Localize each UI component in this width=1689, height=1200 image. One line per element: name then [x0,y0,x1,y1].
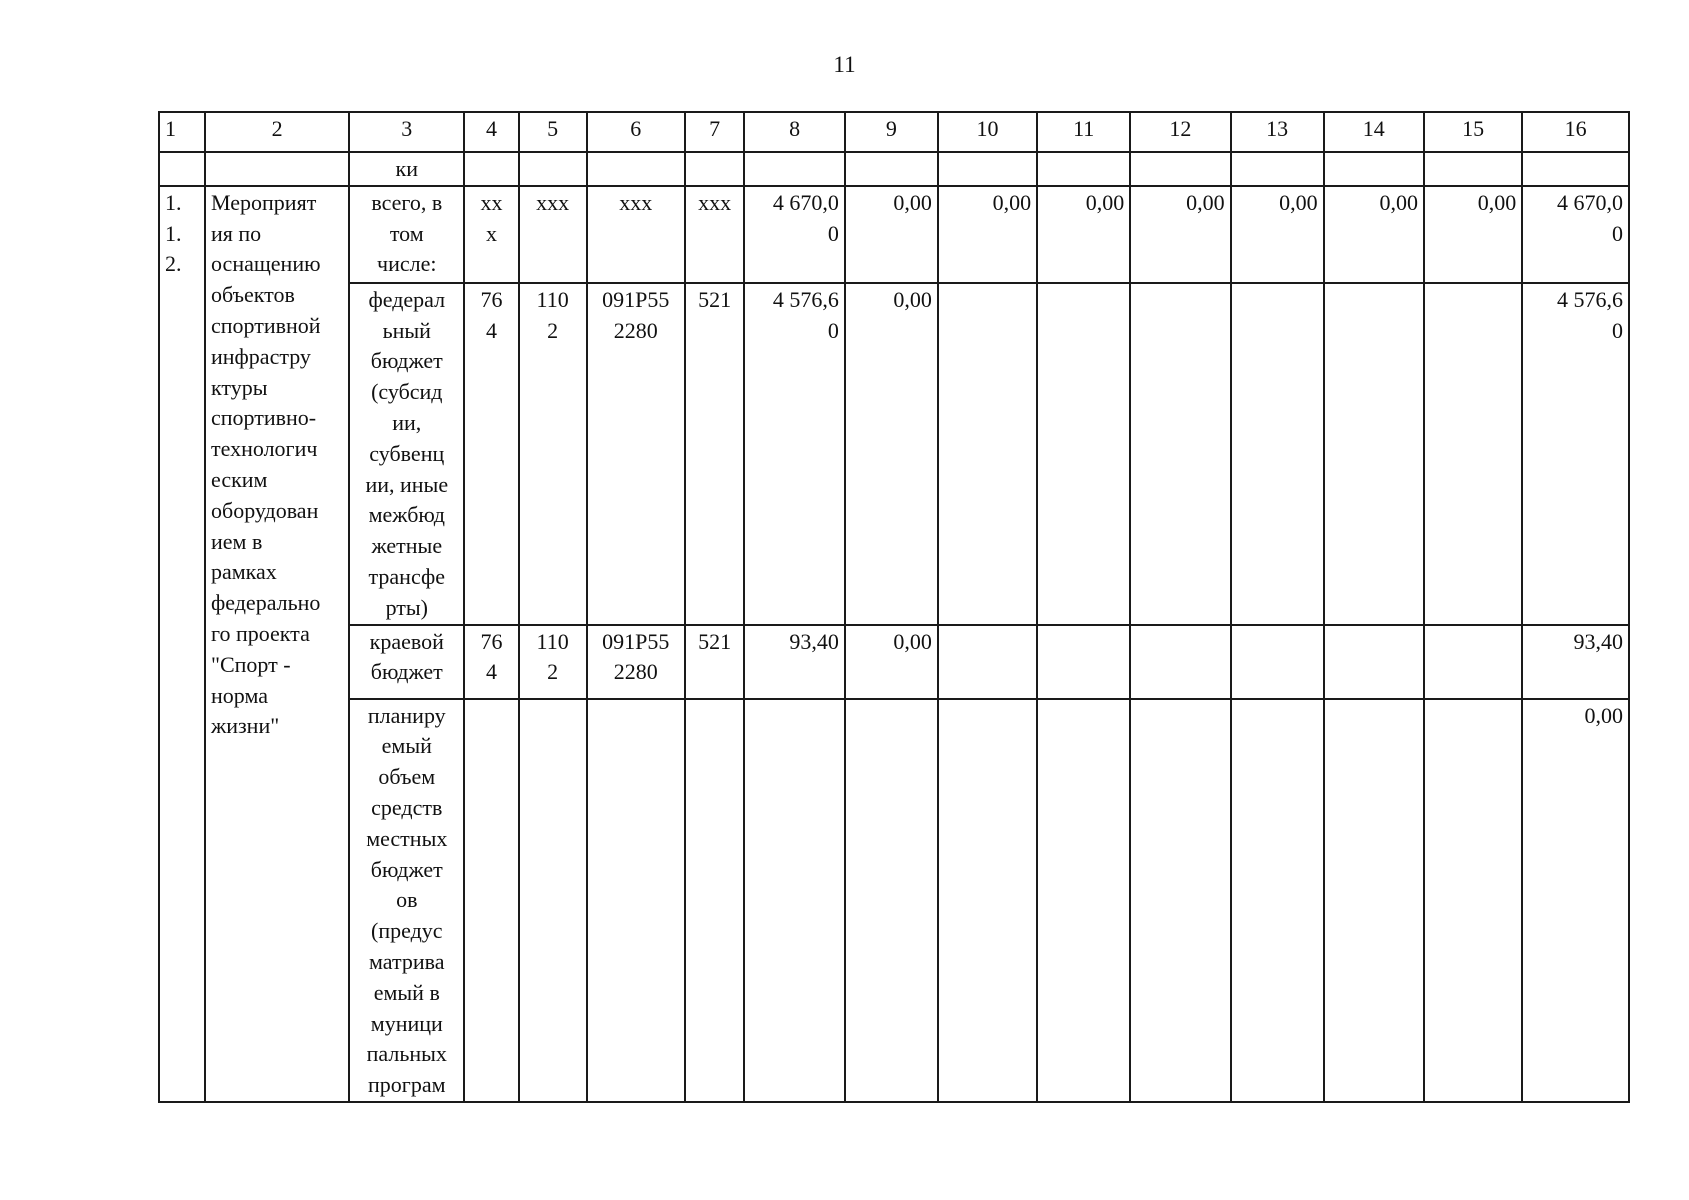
federal-c4: 76 4 [464,283,518,625]
budget-table [158,111,1630,1103]
cell [1037,283,1130,625]
cell [1130,152,1230,186]
cell [685,699,745,1102]
header-col-12: 12 [1130,112,1230,152]
header-col-16: 16 [1522,112,1629,152]
cell [1130,283,1230,625]
cell [938,699,1037,1102]
header-col-15: 15 [1424,112,1522,152]
header-col-6: 6 [587,112,685,152]
source-federal: федерал ьный бюджет (субсид ии, субвенц ии, иные межбюд жетные трансфе рты) [349,283,464,625]
table-row-local [159,699,1629,1102]
total-c6: ххх [587,186,685,283]
cell [205,152,349,186]
total-c12: 0,00 [1130,186,1230,283]
header-col-3: 3 [349,112,464,152]
header-col-10: 10 [938,112,1037,152]
header-col-4: 4 [464,112,518,152]
cell [1324,152,1424,186]
cell [938,283,1037,625]
cell [685,152,745,186]
cell [1424,283,1522,625]
total-c4: хх х [464,186,518,283]
cell [1231,152,1324,186]
header-col-7: 7 [685,112,745,152]
cell [1424,625,1522,699]
cell [587,152,685,186]
cell [744,699,844,1102]
cell [587,699,685,1102]
regional-c9: 0,00 [845,625,938,699]
total-c16: 4 670,0 0 [1522,186,1629,283]
continuation-row [159,152,1629,186]
cell [1324,625,1424,699]
cell [1037,152,1130,186]
cell [1231,625,1324,699]
cell [1522,152,1629,186]
source-regional: краевой бюджет [349,625,464,699]
cell [464,152,518,186]
item-name: Мероприят ия по оснащению объектов спортивной инфрастру ктуры спортивно- технологич еским оборудован ием в рамках федерально го проекта "Спорт - норма жизни" [205,186,349,1102]
federal-c8: 4 576,6 0 [744,283,844,625]
cell [1424,699,1522,1102]
cell [519,699,587,1102]
regional-c5: 110 2 [519,625,587,699]
local-c16: 0,00 [1522,699,1629,1102]
header-col-13: 13 [1231,112,1324,152]
table-row-federal [159,283,1629,625]
federal-c9: 0,00 [845,283,938,625]
total-c14: 0,00 [1324,186,1424,283]
regional-c7: 521 [685,625,745,699]
source-local: планиру емый объем средств местных бюджет ов (предус матрива емый в муници пальных програм [349,699,464,1102]
header-col-5: 5 [519,112,587,152]
cell [938,152,1037,186]
cell [1037,625,1130,699]
cell [1231,699,1324,1102]
continuation-text: ки [349,152,464,186]
cell [1324,699,1424,1102]
cell [938,625,1037,699]
total-c13: 0,00 [1231,186,1324,283]
cell [1130,625,1230,699]
table-row-total [159,186,1629,283]
cell [519,152,587,186]
cell [464,699,518,1102]
cell [845,699,938,1102]
total-c8: 4 670,0 0 [744,186,844,283]
total-c15: 0,00 [1424,186,1522,283]
cell [744,152,844,186]
total-c5: ххх [519,186,587,283]
total-c9: 0,00 [845,186,938,283]
header-col-11: 11 [1037,112,1130,152]
cell [845,152,938,186]
item-number: 1. 1. 2. [159,186,205,1102]
header-col-14: 14 [1324,112,1424,152]
source-total: всего, в том числе: [349,186,464,283]
federal-c16: 4 576,6 0 [1522,283,1629,625]
cell [1324,283,1424,625]
header-col-9: 9 [845,112,938,152]
total-c10: 0,00 [938,186,1037,283]
cell [1130,699,1230,1102]
table-row-regional [159,625,1629,699]
column-number-row [159,112,1629,152]
cell [1037,699,1130,1102]
federal-c6: 091Р55 2280 [587,283,685,625]
total-c11: 0,00 [1037,186,1130,283]
header-col-8: 8 [744,112,844,152]
federal-c7: 521 [685,283,745,625]
cell [159,152,205,186]
federal-c5: 110 2 [519,283,587,625]
header-col-2: 2 [205,112,349,152]
total-c7: ххх [685,186,745,283]
header-col-1: 1 [159,112,205,152]
regional-c6: 091Р55 2280 [587,625,685,699]
regional-c8: 93,40 [744,625,844,699]
regional-c4: 76 4 [464,625,518,699]
regional-c16: 93,40 [1522,625,1629,699]
cell [1231,283,1324,625]
page-number: 11 [833,52,856,77]
cell [1424,152,1522,186]
